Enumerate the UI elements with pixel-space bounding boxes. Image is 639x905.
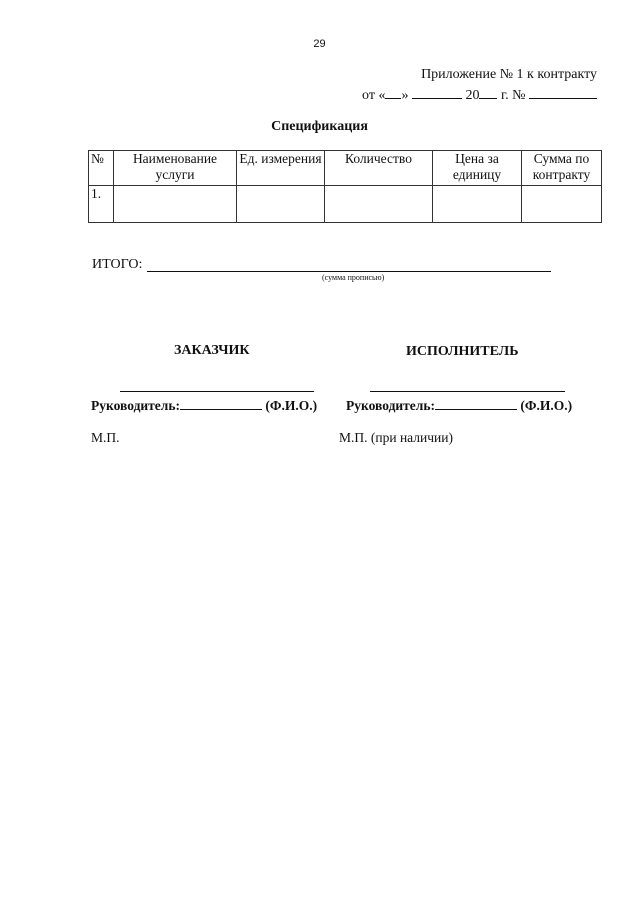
table-cell-service-name	[114, 186, 237, 223]
table-cell-unit	[237, 186, 325, 223]
date-close-quote: »	[401, 88, 409, 103]
executor-fio-label: (Ф.И.О.)	[520, 398, 573, 413]
executor-manager-blank	[435, 397, 517, 410]
table-cell-unit-price	[433, 186, 522, 223]
column-header-quantity: Количество	[325, 151, 433, 186]
month-blank	[412, 86, 462, 99]
day-blank	[385, 86, 401, 99]
table-cell-number: 1.	[89, 186, 114, 223]
appendix-title: Приложение № 1 к контракту	[421, 67, 597, 82]
customer-stamp-label: М.П.	[91, 430, 120, 445]
specification-table	[88, 150, 602, 223]
column-header-unit-price: Цена за единицу	[433, 151, 522, 186]
date-prefix: от «	[362, 88, 386, 103]
total-caption: (сумма прописью)	[322, 273, 385, 282]
number-prefix: г. №	[500, 88, 526, 103]
column-header-unit: Ед. измерения	[237, 151, 325, 186]
total-amount-line	[147, 271, 551, 272]
executor-heading: ИСПОЛНИТЕЛЬ	[406, 344, 519, 359]
table-cell-contract-sum	[522, 186, 602, 223]
column-header-contract-sum: Сумма по контракту	[522, 151, 602, 186]
executor-manager-label: Руководитель:	[346, 398, 436, 413]
executor-manager-line	[346, 397, 572, 414]
specification-title: Спецификация	[271, 119, 368, 134]
customer-manager-label: Руководитель:	[91, 398, 181, 413]
column-header-service-name: Наименование услуги	[114, 151, 237, 186]
year-blank	[479, 86, 497, 99]
column-header-number: №	[89, 151, 114, 186]
year-prefix: 20	[465, 88, 480, 103]
contract-reference	[362, 86, 597, 104]
executor-stamp-label: М.П. (при наличии)	[339, 430, 453, 445]
customer-manager-line	[91, 397, 317, 414]
table-row	[89, 186, 602, 223]
page-number: 29	[313, 38, 326, 50]
total-label: ИТОГО:	[92, 257, 143, 272]
executor-signature-line	[370, 391, 565, 392]
customer-fio-label: (Ф.И.О.)	[265, 398, 318, 413]
customer-heading: ЗАКАЗЧИК	[174, 343, 250, 358]
table-header-row	[89, 151, 602, 186]
table-cell-quantity	[325, 186, 433, 223]
customer-manager-blank	[180, 397, 262, 410]
contract-number-blank	[529, 86, 597, 99]
customer-signature-line	[120, 391, 314, 392]
